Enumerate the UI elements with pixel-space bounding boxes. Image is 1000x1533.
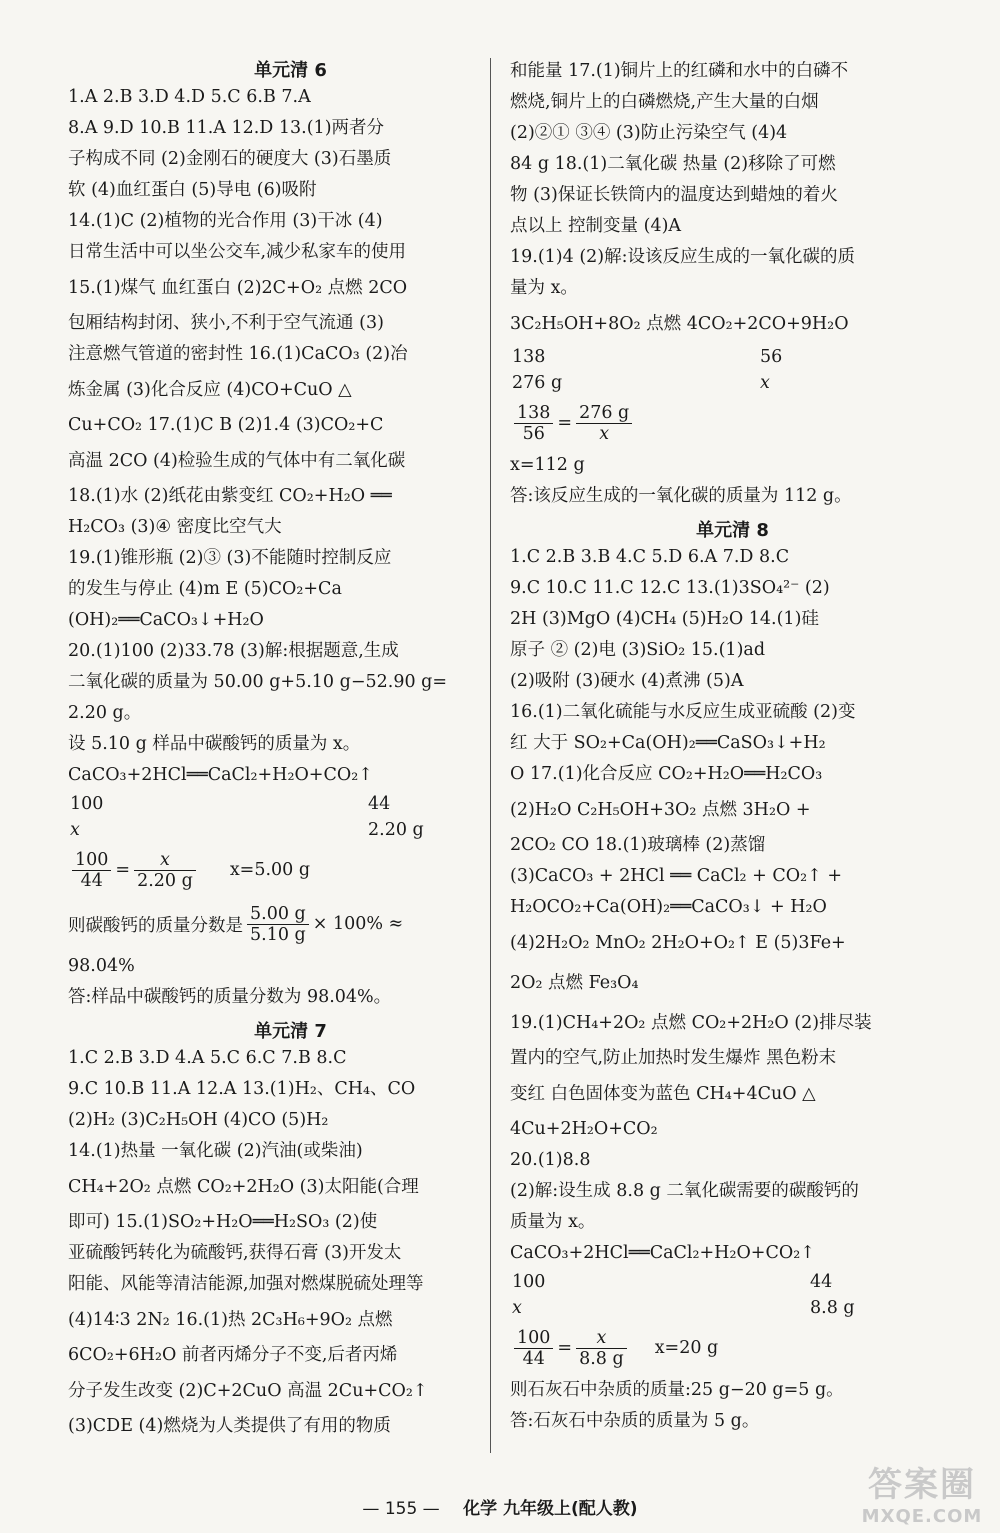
calc-value: 44 [368, 794, 391, 814]
answer-line: 19.(1)4 (2)解:设该反应生成的一氧化碳的质 [510, 247, 856, 267]
percent-line [68, 897, 513, 951]
answer-line: 6CO₂+6H₂O 前者丙烯分子不变,后者丙烯 [68, 1345, 398, 1365]
answer-line: H₂CO₃ (3)④ 密度比空气大 [68, 517, 282, 537]
subject-label: 化学 九年级上(配人教) [463, 1499, 638, 1519]
answer-line: 1.C 2.B 3.B 4.C 5.D 6.A 7.D 8.C [510, 547, 790, 567]
answer-line: (3)CDE (4)燃烧为人类提供了有用的物质 [68, 1416, 391, 1436]
answer-line: 18.(1)水 (2)纸花由紫变红 CO₂+H₂O ══ [68, 486, 392, 506]
answer-line: 质量为 x。 [510, 1212, 596, 1232]
answer-line: 亚硫酸钙转化为硫酸钙,获得石膏 (3)开发太 [68, 1243, 402, 1263]
unit-6-answers [68, 82, 513, 791]
answer-line: CaCO₃+2HCl══CaCl₂+H₂O+CO₂↑ [68, 765, 373, 785]
unit-8-title: 单元清 8 [696, 520, 769, 541]
answer-line: 16.(1)二氧化硫能与水反应生成亚硫酸 (2)变 [510, 702, 856, 722]
answer-line: H₂OCO₂+Ca(OH)₂══CaCO₃↓ + H₂O [510, 897, 827, 917]
result-value: x=20 g [654, 1338, 719, 1358]
calc-value: 2.20 g [368, 820, 424, 840]
answer-line: 15.(1)煤气 血红蛋白 (2)2C+O₂ 点燃 2CO [68, 278, 408, 298]
answer-line: 和能量 17.(1)铜片上的红磷和水中的白磷不 [510, 61, 849, 81]
calc-table-1 [68, 791, 513, 843]
equals-sign: = [557, 1338, 573, 1358]
fraction-numerator: 100 [72, 850, 111, 871]
fraction-denominator: x [599, 423, 610, 444]
answer-line: 物 (3)保证长铁筒内的温度达到蜡烛的着火 [510, 185, 838, 205]
unit-7-title: 单元清 7 [254, 1021, 327, 1042]
answer-line: 分子发生改变 (2)C+2CuO 高温 2Cu+CO₂↑ [68, 1381, 428, 1401]
answer-line: 19.(1)CH₄+2O₂ 点燃 CO₂+2H₂O (2)排尽装 [510, 1013, 872, 1033]
answer-line: 20.(1)100 (2)33.78 (3)解:根据题意,生成 [68, 641, 399, 661]
calc-value: x [70, 820, 80, 840]
answer-line: 包厢结构封闭、狭小,不利于空气流通 (3) [68, 313, 384, 333]
answer-line: (4)14∶3 2N₂ 16.(1)热 2C₃H₆+9O₂ 点燃 [68, 1310, 393, 1330]
answer-line: CH₄+2O₂ 点燃 CO₂+2H₂O (3)太阳能(合理 [68, 1177, 419, 1197]
fraction-numerator: 138 [514, 403, 553, 424]
answer-line: 阳能、风能等清洁能源,加强对燃煤脱硫处理等 [68, 1274, 424, 1294]
answer-line: 4Cu+2H₂O+CO₂ [510, 1119, 658, 1139]
answer-line: 98.04% [68, 956, 135, 976]
answer-line: (4)2H₂O₂ MnO₂ 2H₂O+O₂↑ E (5)3Fe+ [510, 933, 846, 953]
answer-line: x=112 g [510, 455, 585, 475]
answer-line: 9.C 10.B 11.A 12.A 13.(1)H₂、CH₄、CO [68, 1079, 416, 1099]
calc-value: 100 [70, 794, 104, 814]
calc-value: x [512, 1298, 522, 1318]
proportion-3 [510, 1321, 955, 1375]
answer-line: 原子 ② (2)电 (3)SiO₂ 15.(1)ad [510, 640, 766, 660]
calc-value: 56 [760, 347, 783, 367]
answer-line: 19.(1)锥形瓶 (2)③ (3)不能随时控制反应 [68, 548, 392, 568]
page-footer [0, 1494, 1000, 1519]
calc-table-2 [510, 344, 955, 396]
answer-line: (3)CaCO₃ + 2HCl ══ CaCl₂ + CO₂↑ + [510, 866, 842, 886]
answer-line: 日常生活中可以坐公交车,减少私家车的使用 [68, 242, 407, 262]
answer-line: 高温 2CO (4)检验生成的气体中有二氧化碳 [68, 451, 406, 471]
answer-line: O 17.(1)化合反应 CO₂+H₂O══H₂CO₃ [510, 764, 823, 784]
answer-line: 3C₂H₅OH+8O₂ 点燃 4CO₂+2CO+9H₂O [510, 314, 849, 334]
percent-suffix: × 100% ≈ [312, 914, 404, 934]
answer-line: 点以上 控制变量 (4)A [510, 216, 682, 236]
answer-line: 2H (3)MgO (4)CH₄ (5)H₂O 14.(1)硅 [510, 609, 819, 629]
fraction-denominator: 44 [80, 870, 103, 891]
left-column [68, 56, 513, 1442]
calc-value: x [760, 373, 770, 393]
calc-value: 276 g [512, 373, 563, 393]
answer-line: 红 大于 SO₂+Ca(OH)₂══CaSO₃↓+H₂ [510, 733, 826, 753]
watermark-text: 答案圈 [868, 1465, 976, 1505]
answer-line: 答:该反应生成的一氧化碳的质量为 112 g。 [510, 486, 852, 506]
answer-line: 注意燃气管道的密封性 16.(1)CaCO₃ (2)冶 [68, 344, 408, 364]
answer-line: 则石灰石中杂质的质量:25 g−20 g=5 g。 [510, 1380, 844, 1400]
answer-line: (2)吸附 (3)硬水 (4)煮沸 (5)A [510, 671, 744, 691]
answer-line: 2.20 g。 [68, 703, 142, 723]
answer-line: 1.A 2.B 3.D 4.D 5.C 6.B 7.A [68, 87, 311, 107]
fraction-denominator: 44 [522, 1348, 545, 1369]
answer-line: Cu+CO₂ 17.(1)C B (2)1.4 (3)CO₂+C [68, 415, 384, 435]
right-column [510, 56, 955, 1437]
answer-line: 2CO₂ CO 18.(1)玻璃棒 (2)蒸馏 [510, 835, 766, 855]
page-number: — 155 — [362, 1499, 440, 1519]
answer-line: (2)H₂ (3)C₂H₅OH (4)CO (5)H₂ [68, 1110, 329, 1130]
answer-line: 1.C 2.B 3.D 4.A 5.C 6.C 7.B 8.C [68, 1048, 347, 1068]
answer-line: 量为 x。 [510, 278, 578, 298]
answer-line: 软 (4)血红蛋白 (5)导电 (6)吸附 [68, 180, 317, 200]
unit-7-answers [68, 1043, 513, 1442]
answer-line: 14.(1)热量 一氧化碳 (2)汽油(或柴油) [68, 1141, 363, 1161]
answer-line: 14.(1)C (2)植物的光合作用 (3)干冰 (4) [68, 211, 383, 231]
calc-value: 8.8 g [810, 1298, 855, 1318]
fraction-denominator: 8.8 g [579, 1348, 624, 1369]
fraction-numerator: x [134, 850, 196, 871]
answer-line: (2)解:设生成 8.8 g 二氧化碳需要的碳酸钙的 [510, 1181, 859, 1201]
fraction-numerator: 100 [514, 1328, 553, 1349]
fraction-denominator: 2.20 g [137, 870, 193, 891]
answer-line: 即可) 15.(1)SO₂+H₂O══H₂SO₃ (2)使 [68, 1212, 378, 1232]
watermark-url: MXQE.COM [861, 1506, 983, 1527]
answer-line: 答:样品中碳酸钙的质量分数为 98.04%。 [68, 987, 392, 1007]
fraction-numerator: 276 g [576, 403, 632, 424]
answer-line: 变红 白色固体变为蓝色 CH₄+4CuO △ [510, 1084, 816, 1104]
answer-line: 2O₂ 点燃 Fe₃O₄ [510, 973, 639, 993]
unit-7-continued [510, 56, 955, 344]
percent-prefix: 则碳酸钙的质量分数是 [68, 915, 243, 936]
equals-sign: = [557, 413, 573, 433]
unit-6-title: 单元清 6 [254, 60, 327, 81]
answer-line: 的发生与停止 (4)m E (5)CO₂+Ca [68, 579, 342, 599]
answer-line: (2)H₂O C₂H₅OH+3O₂ 点燃 3H₂O + [510, 800, 811, 820]
unit-8-answers [510, 542, 955, 1269]
answer-line: 子构成不同 (2)金刚石的硬度大 (3)石墨质 [68, 149, 392, 169]
calc-value: 138 [512, 347, 546, 367]
fraction-numerator: x [576, 1328, 627, 1349]
result-value: x=5.00 g [229, 860, 311, 880]
answer-line: (2)②① ③④ (3)防止污染空气 (4)4 [510, 123, 788, 143]
answer-line: CaCO₃+2HCl══CaCl₂+H₂O+CO₂↑ [510, 1243, 815, 1263]
answer-line: 置内的空气,防止加热时发生爆炸 黑色粉末 [510, 1048, 837, 1068]
answer-line: 设 5.10 g 样品中碳酸钙的质量为 x。 [68, 734, 361, 754]
answer-line: 84 g 18.(1)二氧化碳 热量 (2)移除了可燃 [510, 154, 836, 174]
answer-line: 9.C 10.C 11.C 12.C 13.(1)3SO₄²⁻ (2) [510, 578, 830, 598]
calc-value: 100 [512, 1272, 546, 1292]
answer-line: 20.(1)8.8 [510, 1150, 591, 1170]
proportion-2 [510, 396, 955, 450]
answer-line: 二氧化碳的质量为 50.00 g+5.10 g−52.90 g= [68, 672, 448, 692]
fraction-numerator: 5.00 g [247, 904, 309, 925]
watermark-logo [858, 1457, 986, 1527]
answer-line: 燃烧,铜片上的白磷燃烧,产生大量的白烟 [510, 92, 819, 112]
calc-table-3 [510, 1269, 955, 1321]
answer-line: 8.A 9.D 10.B 11.A 12.D 13.(1)两者分 [68, 118, 385, 138]
answer-line: 炼金属 (3)化合反应 (4)CO+CuO △ [68, 380, 352, 400]
fraction-denominator: 56 [522, 423, 545, 444]
fraction-denominator: 5.10 g [250, 924, 306, 945]
answer-line: (OH)₂══CaCO₃↓+H₂O [68, 610, 264, 630]
proportion-1 [68, 843, 513, 897]
calc-value: 44 [810, 1272, 833, 1292]
answer-line: 答:石灰石中杂质的质量为 5 g。 [510, 1411, 760, 1431]
equals-sign: = [115, 860, 131, 880]
